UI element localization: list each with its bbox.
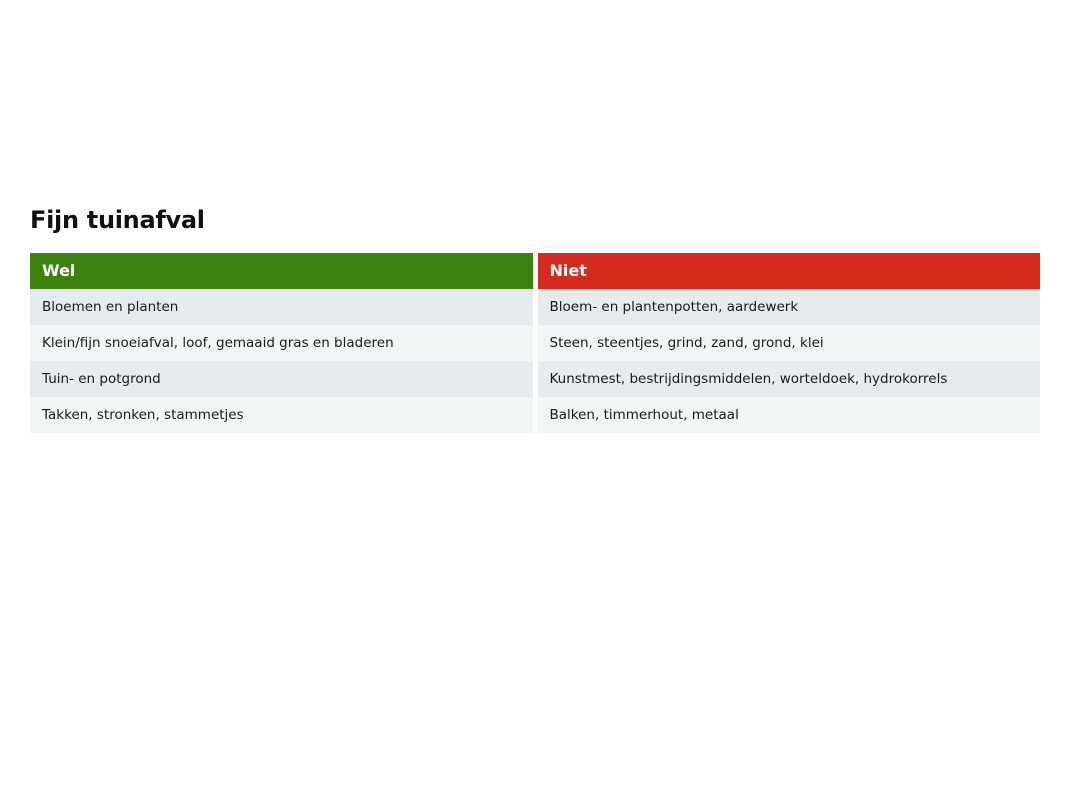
table-row-niet-4: Balken, timmerhout, metaal <box>538 397 1041 433</box>
table-row-niet-1: Bloem- en plantenpotten, aardewerk <box>538 289 1041 325</box>
column-niet <box>538 253 1041 433</box>
table-row-wel-3: Tuin- en potgrond <box>30 361 533 397</box>
waste-info-section <box>30 204 1040 433</box>
column-wel <box>30 253 533 433</box>
waste-table <box>30 253 1040 433</box>
column-header-wel: Wel <box>30 253 533 289</box>
table-row-niet-2: Steen, steentjes, grind, zand, grond, klei <box>538 325 1041 361</box>
page-title: Fijn tuinafval <box>30 206 205 234</box>
table-row-niet-3: Kunstmest, bestrijdingsmiddelen, worteldoek, hydrokorrels <box>538 361 1041 397</box>
table-row-wel-2: Klein/fijn snoeiafval, loof, gemaaid gras en bladeren <box>30 325 533 361</box>
table-row-wel-1: Bloemen en planten <box>30 289 533 325</box>
column-header-niet: Niet <box>538 253 1041 289</box>
table-row-wel-4: Takken, stronken, stammetjes <box>30 397 533 433</box>
